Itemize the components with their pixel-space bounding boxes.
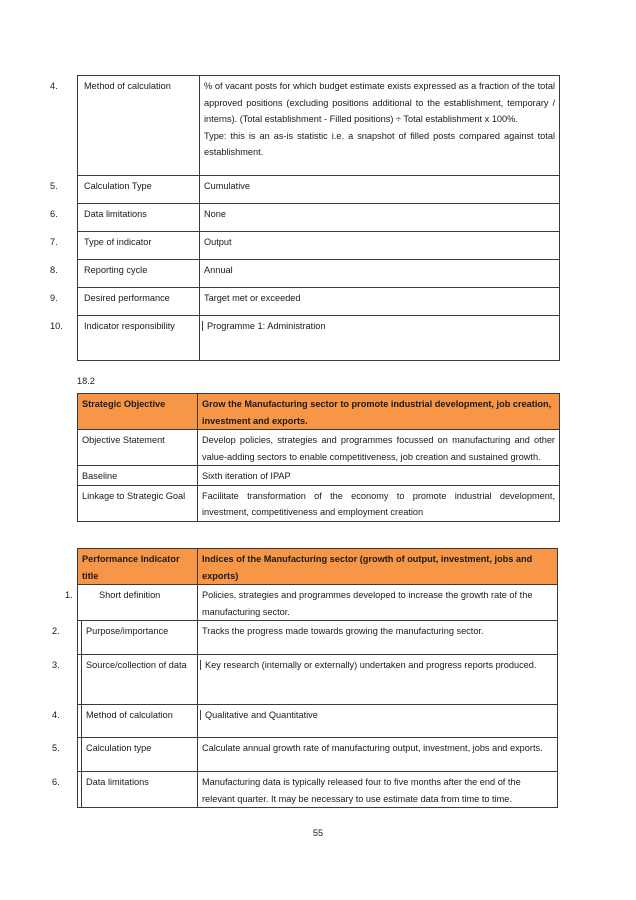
row-number: 4. <box>52 710 60 720</box>
table-row <box>78 655 558 705</box>
row-number: 1. <box>65 590 73 600</box>
row-label-text: Type of indicator <box>84 237 152 247</box>
row-label-text: Indicator responsibility <box>84 321 175 331</box>
row-label <box>50 76 200 176</box>
header-label: Strategic Objective <box>78 394 198 430</box>
section-number: 18.2 <box>77 376 95 386</box>
row-number: 6. <box>50 209 58 219</box>
method-text: % of vacant posts for which budget estimate exists expressed as a fraction of the total approved positions (excluding positions additional to the establishment, temporary / interns). (Total establishment - Filled positions) ÷ Total establishment x 100%. <box>204 81 555 124</box>
row-label-text: Method of calculation <box>86 710 173 720</box>
row-value: Output <box>200 232 560 260</box>
table-row <box>78 288 560 316</box>
header-label: Performance Indicator title <box>78 549 198 585</box>
row-value: Annual <box>200 260 560 288</box>
row-value: Cumulative <box>200 176 560 204</box>
row-value: Policies, strategies and programmes developed to increase the growth rate of the manufacturing sector. <box>198 585 558 621</box>
row-number: 9. <box>50 293 58 303</box>
table-row <box>78 772 558 808</box>
header-value: Indices of the Manufacturing sector (growth of output, investment, jobs and exports) <box>198 549 558 585</box>
row-label-text: Desired performance <box>84 293 170 303</box>
table-row <box>78 232 560 260</box>
row-value: None <box>200 204 560 232</box>
row-label <box>50 204 200 232</box>
row-value-text: Qualitative and Quantitative <box>200 710 318 720</box>
table-row <box>78 260 560 288</box>
row-label: Objective Statement <box>78 430 198 466</box>
row-value <box>200 316 560 361</box>
row-label <box>52 655 198 705</box>
table-row <box>78 738 558 772</box>
row-number: 8. <box>50 265 58 275</box>
row-value: Tracks the progress made towards growing the manufacturing sector. <box>198 621 558 655</box>
table-row <box>78 176 560 204</box>
table-row <box>78 485 560 521</box>
table-row <box>78 204 560 232</box>
row-label <box>50 260 200 288</box>
row-label-text: Purpose/importance <box>86 626 169 636</box>
performance-indicator-table <box>52 548 558 808</box>
table-row <box>78 76 560 176</box>
row-number: 4. <box>50 81 58 91</box>
row-value <box>198 705 558 738</box>
row-label-text: Calculation type <box>86 743 152 753</box>
row-label <box>50 316 200 361</box>
row-value: Sixth iteration of IPAP <box>198 466 560 486</box>
table-row <box>78 466 560 486</box>
row-number: 7. <box>50 237 58 247</box>
row-label <box>50 232 200 260</box>
row-value-text: Key research (internally or externally) undertaken and progress reports produced. <box>200 660 536 670</box>
row-label: Baseline <box>78 466 198 486</box>
row-label <box>65 585 198 621</box>
row-label <box>52 738 198 772</box>
row-label <box>52 705 198 738</box>
header-value: Grow the Manufacturing sector to promote industrial development, job creation, investment and exports. <box>198 394 560 430</box>
row-value: Develop policies, strategies and programmes focussed on manufacturing and other value-adding sectors to enable competitiveness, job creation and sustained growth. <box>198 430 560 466</box>
row-value: Calculate annual growth rate of manufacturing output, investment, jobs and exports. <box>198 738 558 772</box>
row-number: 6. <box>52 777 60 787</box>
row-label <box>52 772 198 808</box>
row-value-text: Programme 1: Administration <box>202 321 325 331</box>
row-label-text: Reporting cycle <box>84 265 148 275</box>
row-value <box>198 655 558 705</box>
table-header-row <box>78 549 558 585</box>
type-text: Type: this is an as-is statistic i.e. a snapshot of filled posts compared against total establishment. <box>204 130 555 157</box>
row-label: Linkage to Strategic Goal <box>78 485 198 521</box>
strategic-objective-table <box>77 393 560 522</box>
row-value: Target met or exceeded <box>200 288 560 316</box>
row-label-text: Calculation Type <box>84 181 152 191</box>
row-number: 5. <box>50 181 58 191</box>
row-number: 5. <box>52 743 60 753</box>
row-number: 10. <box>50 321 63 331</box>
indicator-details-table-continued <box>50 75 560 361</box>
row-value <box>200 76 560 176</box>
table-row <box>78 316 560 361</box>
page-number: 55 <box>312 828 324 838</box>
row-label-text: Short definition <box>99 590 161 600</box>
table-row <box>78 585 558 621</box>
row-label-text: Data limitations <box>86 777 149 787</box>
row-label <box>50 176 200 204</box>
row-value: Manufacturing data is typically released four to five months after the end of the relevant quarter. It may be necessary to use estimate data from time to time. <box>198 772 558 808</box>
row-number: 3. <box>52 660 60 670</box>
row-label-text: Data limitations <box>84 209 147 219</box>
table-row <box>78 430 560 466</box>
row-label <box>50 288 200 316</box>
table-header-row <box>78 394 560 430</box>
table-row <box>78 621 558 655</box>
table-row <box>78 705 558 738</box>
row-value: Facilitate transformation of the economy to promote industrial development, investment, competitiveness and employment creation <box>198 485 560 521</box>
row-label <box>52 621 198 655</box>
row-number: 2. <box>52 626 60 636</box>
row-label-text: Source/collection of data <box>86 660 187 670</box>
row-label-text: Method of calculation <box>84 81 171 91</box>
